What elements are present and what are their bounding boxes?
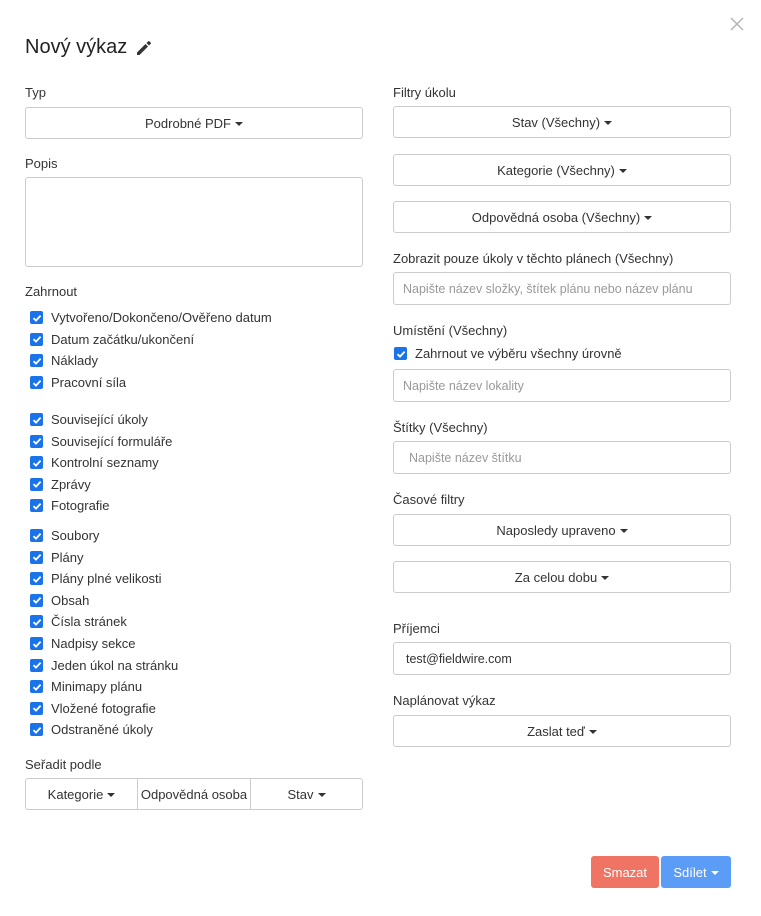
sort-status-label: Stav xyxy=(287,786,314,802)
responsible-filter-dropdown[interactable] xyxy=(393,201,731,233)
tags-label: Štítky (Všechny) xyxy=(393,420,488,435)
checkbox-checked-icon[interactable] xyxy=(30,499,43,512)
location-include-all-label: Zahrnout ve výběru všechny úrovně xyxy=(415,346,622,361)
caret-down-icon xyxy=(107,793,115,797)
include-checkbox-row[interactable] xyxy=(30,353,98,368)
include-checkbox-label: Pracovní síla xyxy=(51,375,127,391)
category-filter-label: Kategorie (Všechny) xyxy=(497,162,615,178)
include-checkbox-label: Zprávy xyxy=(51,476,91,492)
include-checkbox-row[interactable] xyxy=(30,477,91,492)
include-checkbox-row[interactable] xyxy=(30,701,156,716)
include-checkbox-row[interactable] xyxy=(30,636,136,651)
checkbox-checked-icon[interactable] xyxy=(30,551,43,564)
include-checkbox-row[interactable] xyxy=(30,375,126,390)
sort-responsible-button[interactable] xyxy=(137,778,251,810)
delete-button-label: Smazat xyxy=(602,864,648,880)
time-filters-label: Časové filtry xyxy=(393,492,465,507)
include-checkbox-label: Plány xyxy=(51,549,84,565)
recipients-label: Příjemci xyxy=(393,621,440,636)
sort-label: Seřadit podle xyxy=(25,757,102,772)
location-label: Umístění (Všechny) xyxy=(393,323,508,338)
checkbox-checked-icon[interactable] xyxy=(30,594,43,607)
caret-down-icon xyxy=(235,122,243,126)
caret-down-icon xyxy=(318,793,326,797)
checkbox-checked-icon[interactable] xyxy=(30,659,43,672)
include-checkbox-label: Vložené fotografie xyxy=(51,700,156,716)
caret-down-icon xyxy=(619,169,627,173)
type-label: Typ xyxy=(25,85,46,100)
recipients-input[interactable]: test@fieldwire.com xyxy=(393,642,731,675)
checkbox-checked-icon[interactable] xyxy=(30,723,43,736)
caret-down-icon xyxy=(644,216,652,220)
last-updated-label: Naposledy upraveno xyxy=(496,522,616,538)
include-checkbox-row[interactable] xyxy=(30,658,178,673)
status-filter-dropdown[interactable] xyxy=(393,106,731,138)
include-checkbox-label: Soubory xyxy=(51,528,100,543)
checkbox-checked-icon[interactable] xyxy=(30,376,43,389)
time-range-dropdown[interactable] xyxy=(393,561,731,593)
include-checkbox-row[interactable] xyxy=(30,498,110,513)
caret-down-icon xyxy=(604,121,612,125)
share-button[interactable] xyxy=(661,856,731,888)
checkbox-checked-icon[interactable] xyxy=(30,311,43,324)
responsible-filter-label: Odpovědná osoba (Všechny) xyxy=(471,209,641,225)
sort-category-label: Kategorie xyxy=(47,786,104,802)
checkbox-checked-icon[interactable] xyxy=(30,354,43,367)
checkbox-checked-icon[interactable] xyxy=(30,615,43,628)
include-checkbox-row[interactable] xyxy=(30,528,99,543)
include-checkbox-label: Související formuláře xyxy=(51,433,173,449)
type-value: Podrobné PDF xyxy=(145,115,231,131)
include-checkbox-row[interactable] xyxy=(30,722,153,737)
last-updated-dropdown[interactable] xyxy=(393,514,731,546)
dialog-title-text: Nový výkaz xyxy=(25,36,128,58)
checkbox-checked-icon[interactable] xyxy=(30,529,43,542)
checkbox-checked-icon[interactable] xyxy=(394,347,407,360)
description-textarea[interactable] xyxy=(25,177,363,267)
include-checkbox-row[interactable] xyxy=(30,571,162,586)
checkbox-checked-icon[interactable] xyxy=(30,456,43,469)
time-range-label: Za celou dobu xyxy=(514,569,598,585)
include-checkbox-row[interactable] xyxy=(30,550,84,565)
pencil-icon[interactable] xyxy=(135,39,153,57)
status-filter-label: Stav (Všechny) xyxy=(511,114,601,130)
delete-button[interactable] xyxy=(591,856,659,888)
sort-category-button[interactable] xyxy=(25,778,138,810)
checkbox-checked-icon[interactable] xyxy=(30,333,43,346)
include-checkbox-row[interactable] xyxy=(30,614,127,629)
category-filter-dropdown[interactable] xyxy=(393,154,731,186)
include-checkbox-row[interactable] xyxy=(30,332,194,347)
caret-down-icon xyxy=(711,871,719,875)
include-checkbox-label: Vytvořeno/Dokončeno/Ověřeno datum xyxy=(51,310,272,325)
include-checkbox-label: Minimapy plánu xyxy=(51,679,143,695)
include-checkbox-label: Čísla stránek xyxy=(51,614,127,630)
include-checkbox-label: Datum začátku/ukončení xyxy=(51,331,195,347)
include-checkbox-label: Plány plné velikosti xyxy=(51,571,162,587)
include-checkbox-label: Kontrolní seznamy xyxy=(51,455,159,471)
caret-down-icon xyxy=(589,730,597,734)
description-label: Popis xyxy=(25,156,58,171)
tags-input[interactable]: Napište název štítku xyxy=(393,441,731,474)
sort-status-button[interactable] xyxy=(250,778,363,810)
checkbox-checked-icon[interactable] xyxy=(30,413,43,426)
location-input[interactable]: Napište název lokality xyxy=(393,369,731,402)
checkbox-checked-icon[interactable] xyxy=(30,435,43,448)
type-dropdown[interactable] xyxy=(25,107,363,139)
checkbox-checked-icon[interactable] xyxy=(30,680,43,693)
checkbox-checked-icon[interactable] xyxy=(30,637,43,650)
include-checkbox-row[interactable] xyxy=(30,593,89,608)
dialog-title xyxy=(25,36,153,59)
task-filters-label: Filtry úkolu xyxy=(393,85,456,100)
include-checkbox-row[interactable] xyxy=(30,434,172,449)
schedule-label: Naplánovat výkaz xyxy=(393,693,496,708)
share-button-label: Sdílet xyxy=(673,864,707,880)
checkbox-checked-icon[interactable] xyxy=(30,478,43,491)
include-checkbox-row[interactable] xyxy=(30,455,159,470)
include-checkbox-row[interactable] xyxy=(30,310,272,325)
checkbox-checked-icon[interactable] xyxy=(30,572,43,585)
include-checkbox-label: Odstraněné úkoly xyxy=(51,722,153,738)
plans-label: Zobrazit pouze úkoly v těchto plánech (Všechny) xyxy=(393,251,674,266)
include-checkbox-label: Nadpisy sekce xyxy=(51,636,136,651)
close-icon[interactable] xyxy=(727,14,747,34)
include-checkbox-row[interactable] xyxy=(30,412,148,427)
include-label: Zahrnout xyxy=(25,284,78,299)
schedule-value: Zaslat teď xyxy=(527,723,585,739)
include-checkbox-label: Fotografie xyxy=(51,498,110,514)
plans-input[interactable]: Napište název složky, štítek plánu nebo název plánu xyxy=(393,272,731,305)
location-include-all-checkbox[interactable] xyxy=(394,346,622,361)
sort-responsible-label: Odpovědná osoba xyxy=(140,786,248,802)
include-checkbox-label: Související úkoly xyxy=(51,412,148,427)
schedule-dropdown[interactable] xyxy=(393,715,731,747)
include-checkbox-label: Obsah xyxy=(51,592,90,608)
include-checkbox-row[interactable] xyxy=(30,679,142,694)
caret-down-icon xyxy=(620,529,628,533)
include-checkbox-label: Náklady xyxy=(51,353,98,369)
include-checkbox-label: Jeden úkol na stránku xyxy=(51,657,179,673)
caret-down-icon xyxy=(601,576,609,580)
checkbox-checked-icon[interactable] xyxy=(30,702,43,715)
